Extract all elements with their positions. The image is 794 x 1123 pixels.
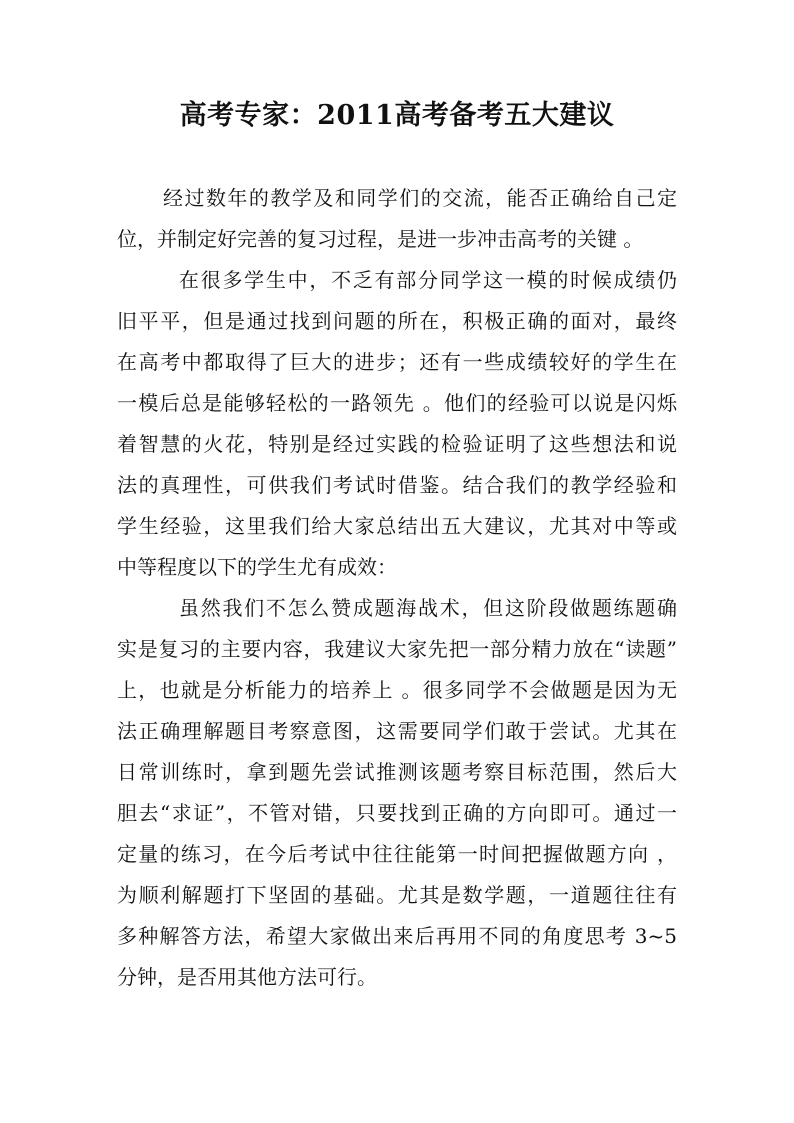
paragraph-3-line-9: 多种解答方法，希望大家做出来后再用不同的角度思考 3~5 — [117, 924, 677, 948]
paragraph-2-line-8: 中等程度以下的学生尤有成效： — [117, 555, 397, 579]
paragraph-1-line-1: 经过数年的教学及和同学们的交流，能否正确给自己定 — [163, 186, 677, 210]
paragraph-3-line-6: 胆去“求证”，不管对错，只要找到正确的方向即可。通过一 — [117, 801, 677, 825]
paragraph-3-line-7: 定量的练习，在今后考试中往往能第一时间把握做题方向 ， — [117, 842, 677, 866]
paragraph-2-line-2: 旧平平，但是通过找到问题的所在，积极正确的面对，最终 — [117, 309, 677, 333]
paragraph-2-line-4: 一模后总是能够轻松的一路领先 。他们的经验可以说是闪烁 — [117, 391, 677, 415]
paragraph-1-line-2: 位，并制定好完善的复习过程，是进一步冲击高考的关键 。 — [117, 227, 644, 251]
document-title: 高考专家：2011高考备考五大建议 — [179, 100, 615, 131]
paragraph-3-line-2: 实是复习的主要内容，我建议大家先把一部分精力放在“读题” — [117, 637, 677, 661]
paragraph-2-line-1: 在很多学生中，不乏有部分同学这一模的时候成绩仍 — [179, 268, 677, 292]
paragraph-3-line-4: 法正确理解题目考察意图，这需要同学们敢于尝试。尤其在 — [117, 719, 677, 743]
paragraph-3-line-10: 分钟，是否用其他方法可行。 — [117, 965, 377, 989]
paragraph-2-line-3: 在高考中都取得了巨大的进步；还有一些成绩较好的学生在 — [117, 350, 677, 374]
document-body — [117, 178, 677, 998]
paragraph-3-line-5: 日常训练时，拿到题先尝试推测该题考察目标范围，然后大 — [117, 760, 677, 784]
paragraph-2-line-5: 着智慧的火花，特别是经过实践的检验证明了这些想法和说 — [117, 432, 677, 456]
paragraph-3-line-8: 为顺利解题打下坚固的基础。尤其是数学题，一道题往往有 — [117, 883, 677, 907]
paragraph-3-line-3: 上，也就是分析能力的培养上 。很多同学不会做题是因为无 — [117, 678, 677, 702]
paragraph-2-line-6: 法的真理性，可供我们考试时借鉴。结合我们的教学经验和 — [117, 473, 677, 497]
paragraph-3-line-1: 虽然我们不怎么赞成题海战术，但这阶段做题练题确 — [179, 596, 677, 620]
paragraph-2-line-7: 学生经验，这里我们给大家总结出五大建议，尤其对中等或 — [117, 514, 677, 538]
